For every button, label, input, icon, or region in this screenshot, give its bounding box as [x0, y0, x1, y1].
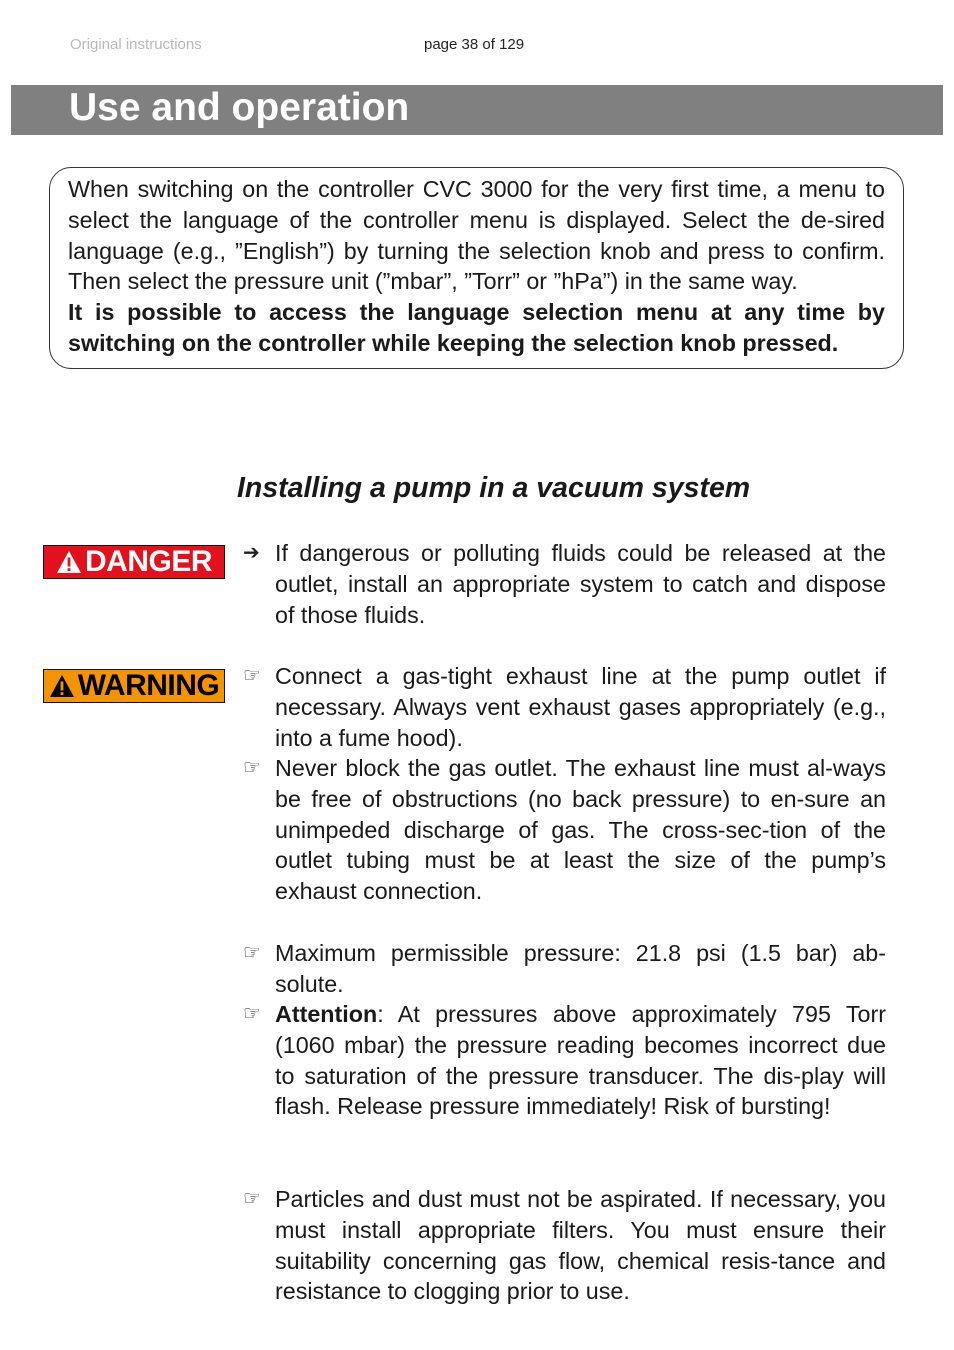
warning-triangle-icon — [49, 674, 75, 698]
pointing-hand-icon: ☞ — [243, 1188, 261, 1210]
list-item — [243, 538, 886, 630]
item-text: If dangerous or polluting fluids could be released at the outlet, install an appropriate system to catch and dispose of those fluids. — [275, 540, 886, 628]
pointing-hand-icon: ☞ — [243, 757, 261, 779]
attention-label: Attention — [275, 1001, 378, 1027]
warning-triangle-icon — [56, 550, 82, 574]
list-item — [243, 661, 886, 753]
item-text — [275, 999, 886, 1122]
section-title: Installing a pump in a vacuum system — [237, 472, 751, 504]
item-text: Maximum permissible pressure: 21.8 psi (1.5 bar) ab-solute. — [275, 940, 886, 997]
list-item — [243, 938, 886, 1000]
pointing-hand-icon: ☞ — [243, 665, 261, 687]
pointing-hand-icon: ☞ — [243, 1003, 261, 1025]
notice-text: When switching on the controller CVC 3000 for the very first time, a menu to select the language of the controller menu is displayed. Select the de-sired language (e.g., ”English”) by turning the selection knob and press to confirm. Then select the pressure unit (”mbar”, ”Torr” or ”hPa”) in the same way. — [68, 176, 885, 295]
header-document-type: Original instructions — [70, 36, 202, 53]
page-number: page 38 of 129 — [424, 36, 525, 53]
list-item — [243, 753, 886, 907]
title-bar — [11, 85, 943, 135]
danger-badge — [43, 545, 225, 579]
item-text: Connect a gas-tight exhaust line at the pump outlet if necessary. Always vent exhaust gases appropriately (e.g., into a fume hood). — [275, 663, 886, 751]
danger-label: DANGER — [84, 545, 212, 578]
warning-label: WARNING — [77, 669, 220, 702]
item-text: Never block the gas outlet. The exhaust line must al-ways be free of obstructions (no back pressure) to en-sure an unimpeded discharge of gas. The cross-sec-tion of the outlet tubing must be at least the size of the pump’s exhaust connection. — [275, 755, 886, 905]
notice-bold-text: It is possible to access the language selection menu at any time by switching on the controller while keeping the selection knob pressed. — [68, 299, 885, 356]
list-item — [243, 999, 886, 1122]
item-text: Particles and dust must not be aspirated. If necessary, you must install appropriate filters. You must ensure their suitability concerning gas flow, chemical resis-tance and resistance to clogging prior to use. — [275, 1186, 886, 1305]
page-title: Use and operation — [69, 86, 410, 129]
warning-badge — [43, 669, 225, 703]
arrow-right-icon: ➔ — [243, 542, 260, 564]
list-item — [243, 1184, 886, 1307]
notice-box — [49, 167, 904, 369]
pointing-hand-icon: ☞ — [243, 942, 261, 964]
attention-text: : At pressures above approximately 795 Torr (1060 mbar) the pressure reading becomes incorrect due to saturation of the pressure transducer. The dis-play will flash. Release pressure immediately! Risk of bursting! — [275, 1001, 886, 1120]
